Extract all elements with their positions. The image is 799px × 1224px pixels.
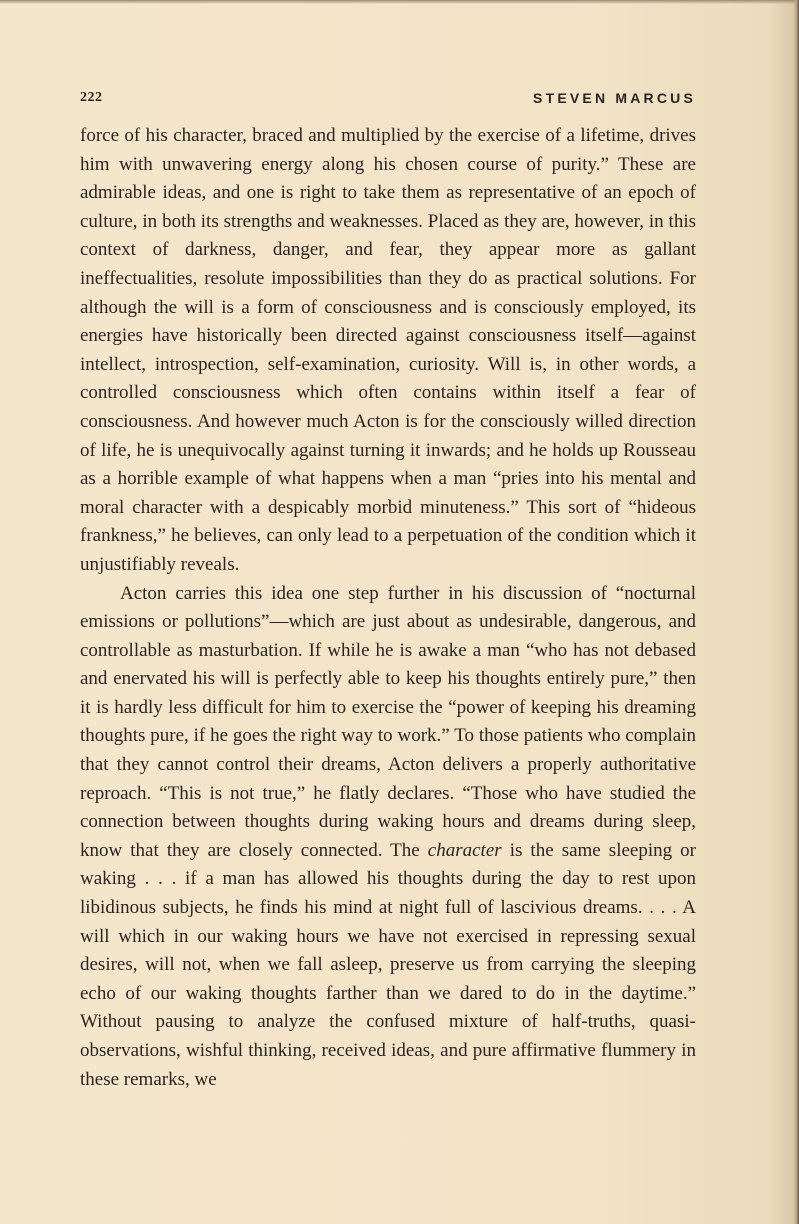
running-head-author: STEVEN MARCUS xyxy=(533,90,696,106)
paragraph-continued: force of his character, braced and multiplied by the exercise of a lifetime, drives him with unwavering energy along his chosen course of purity.” These are admirable ideas, and one is right to take them as representative of an epoch of culture, in both its strengths and weaknesses. Placed as they are, however, in this context of darkness, danger, and fear, they appear more as gallant ineffectualities, resolute impossibilities than they do as practical solutions. For although the will is a form of consciousness and is consciously employed, its energies have historically been directed against consciousness itself—against intellect, introspection, self-examination, curiosity. Will is, in other words, a controlled consciousness which often contains within itself a fear of consciousness. And however much Acton is for the consciously willed direction of life, he is unequivocally against turning it inwards; and he holds up Rousseau as a horrible example of what happens when a man “pries into his mental and moral character with a despicably morbid minuteness.” This sort of “hideous frankness,” he believes, can only lead to a perpetuation of the condition which it unjustifiably reveals. xyxy=(80,125,696,575)
page-top-shadow xyxy=(0,0,799,4)
paragraph-acton-nocturnal: Acton carries this idea one step further in his discussion of “nocturnal emissions or pollutions”—which are just about as undesirable, dangerous, and controllable as masturbation. If while he is awake a man “who has not debased and enervated his will is perfectly able to keep his thoughts entirely pure,” then it is hardly less difficult for him to exercise the “power of keeping his dreaming thoughts pure, if he goes the right way to work.” To those patients who complain that they cannot control their dreams, Acton delivers a properly authoritative reproach. “This is not true,” he flatly declares. “Those who have studied the connection between thoughts during waking hours and dreams during sleep, know that they are closely connected. The character is the same sleeping or waking . . . if a man has allowed his thoughts during the day to rest upon libidinous subjects, he finds his mind at night full of lascivious dreams. . . . A will which in our waking hours we have not exercised in repressing sexual desires, will not, when we fall asleep, preserve us from carrying the sleeping echo of our waking thoughts farther than we dared to do in the daytime.” Without pausing to analyze the confused mixture of half-truths, quasi-observations, wishful thinking, received ideas, and pure affirmative flummery in these remarks, we xyxy=(80,582,696,1090)
page-gutter-edge xyxy=(793,0,799,1224)
body-text xyxy=(80,122,696,1094)
page-header xyxy=(80,90,696,112)
emphasis-character: character xyxy=(427,839,502,861)
page-number: 222 xyxy=(80,90,103,105)
